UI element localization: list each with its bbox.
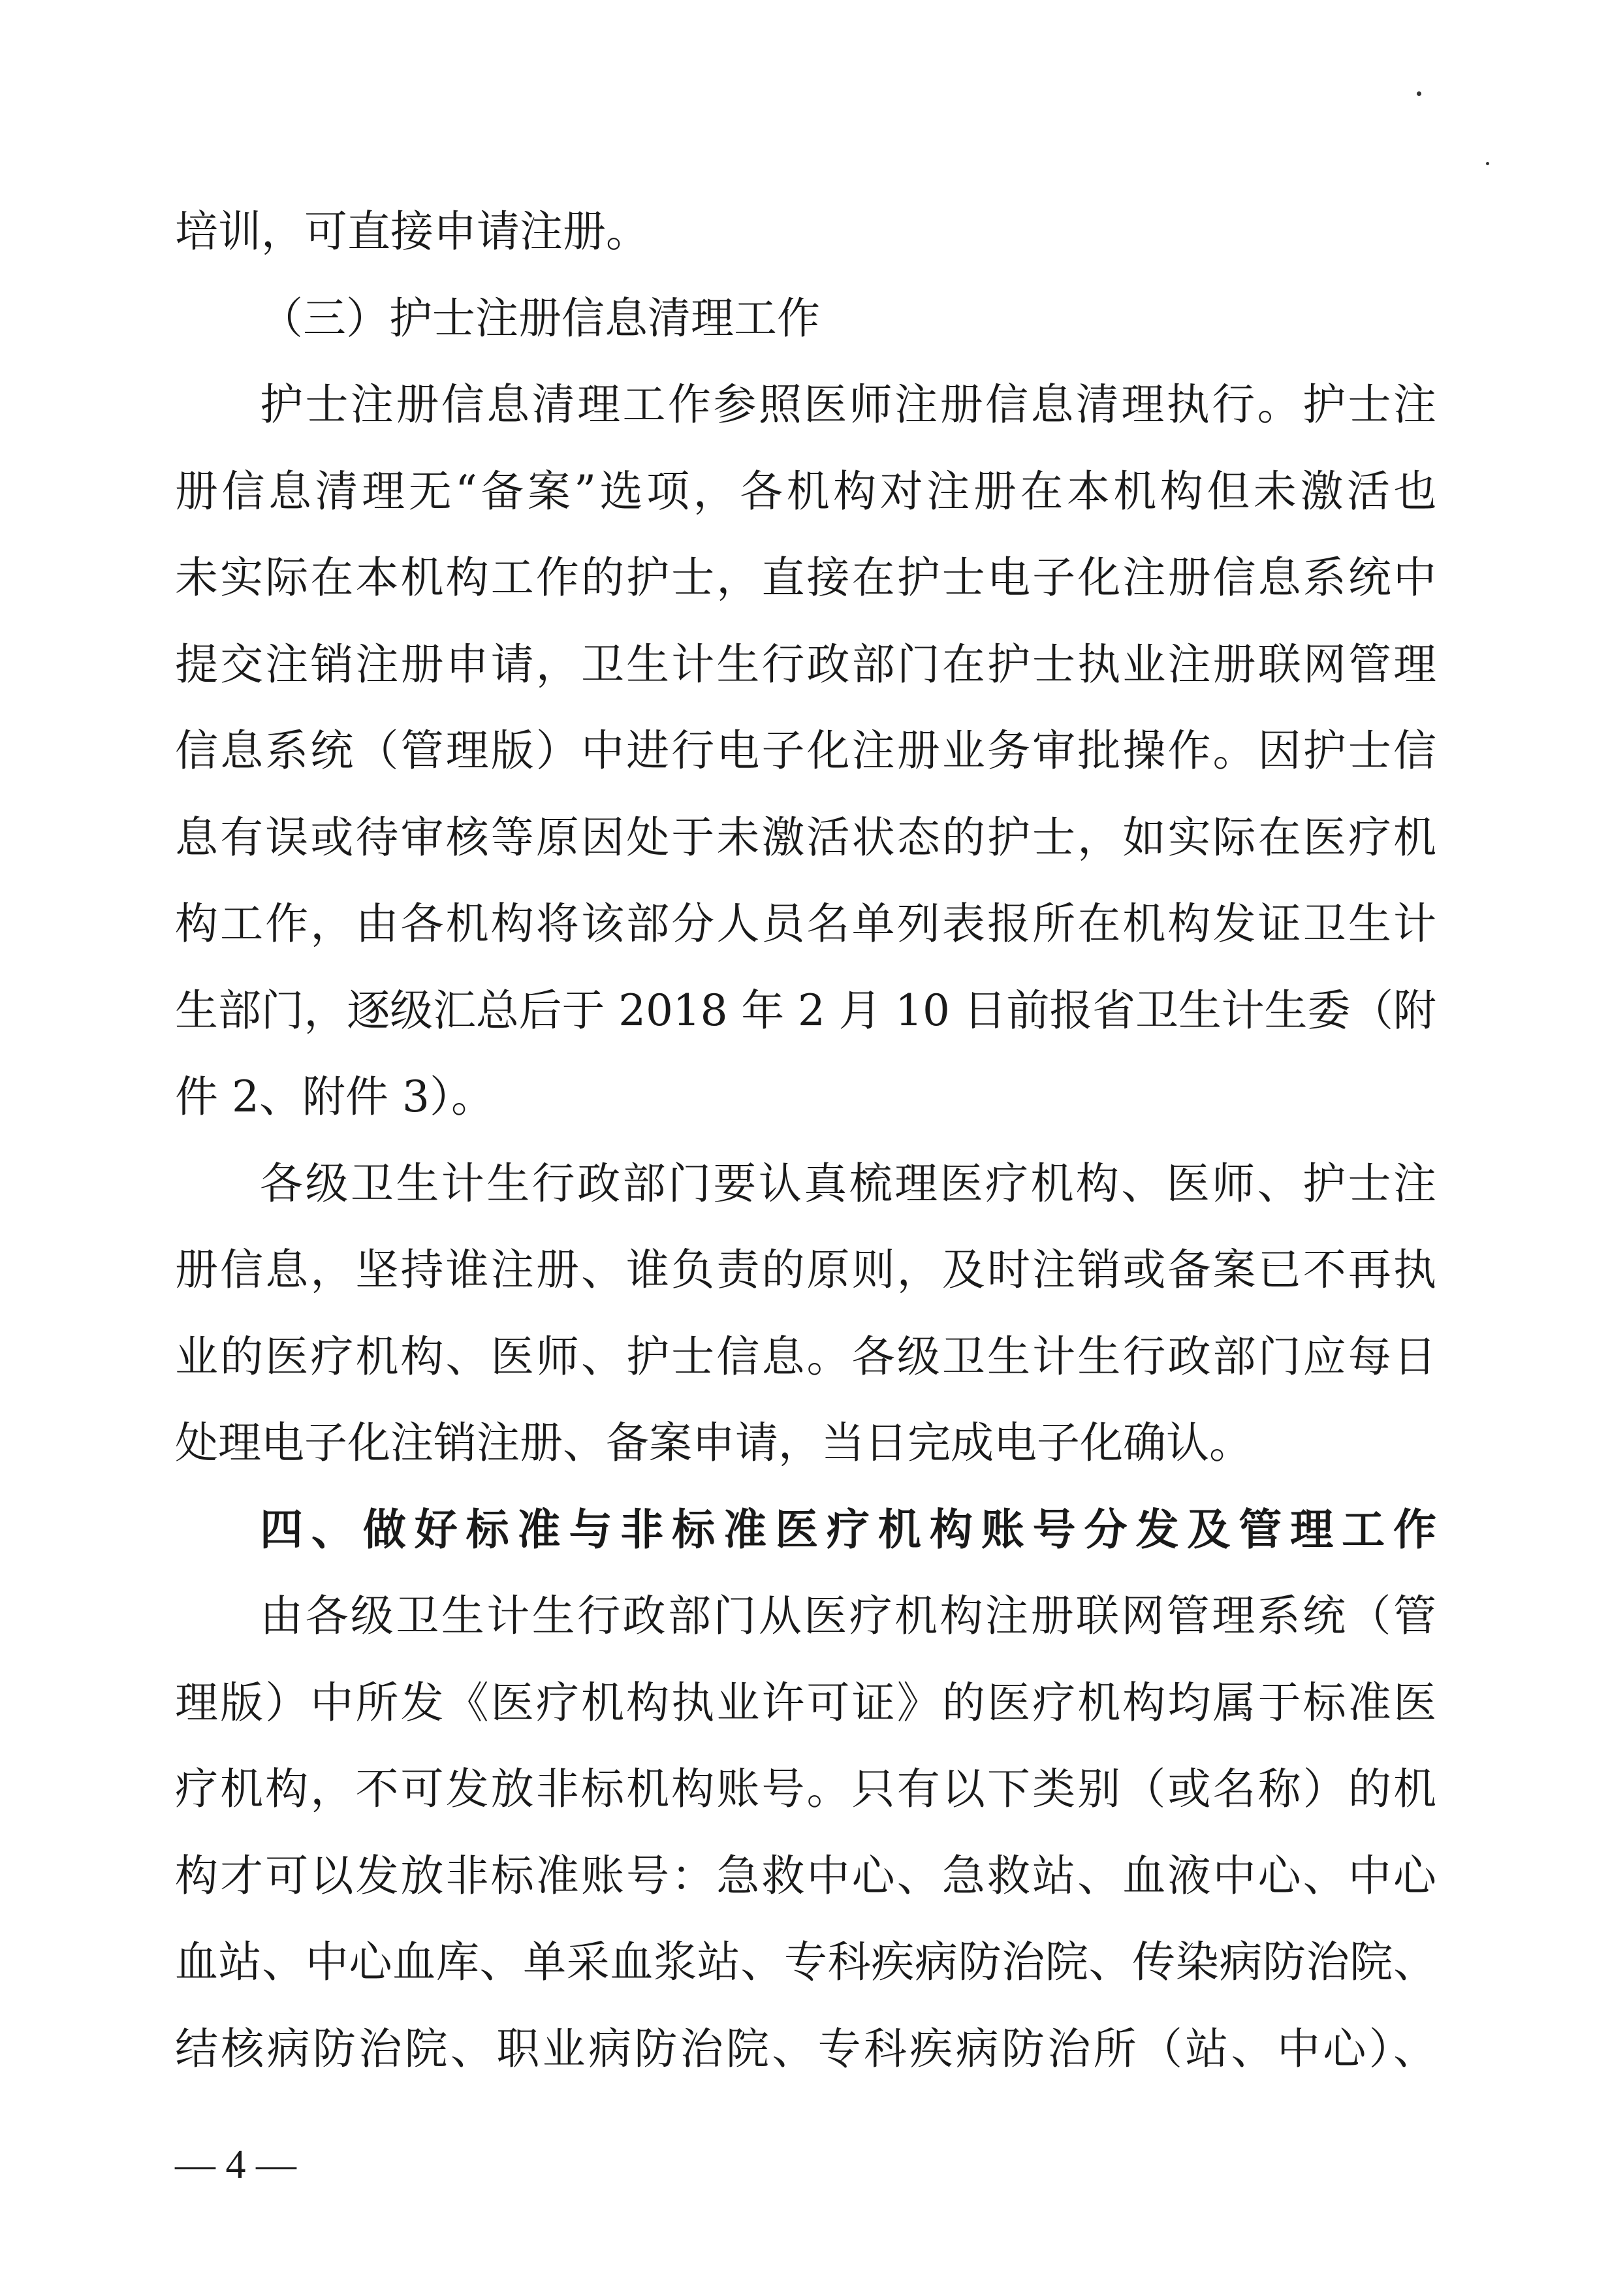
text-line: 由各级卫生计生行政部门从医疗机构注册联网管理系统（管 xyxy=(260,1591,1439,1641)
text-line: 各级卫生计生行政部门要认真梳理医疗机构、医师、护士注 xyxy=(260,1158,1439,1209)
text-line: （三）护士注册信息清理工作 xyxy=(260,293,820,343)
text-line: 信息系统（管理版）中进行电子化注册业务审批操作。因护士信 xyxy=(175,725,1439,776)
text-line: 件 2、附件 3）。 xyxy=(175,1072,494,1122)
text-line: 结核病防治院、职业病防治院、专科疾病防治所（站、中心）、 xyxy=(175,2023,1440,2074)
scan-speck xyxy=(1486,162,1489,165)
text-line: 血站、中心血库、单采血浆站、专科疾病防治院、传染病防治院、 xyxy=(175,1937,1437,1987)
text-line: 疗机构，不可发放非标机构账号。只有以下类别（或名称）的机 xyxy=(175,1764,1439,1814)
text-line: 理版）中所发《医疗机构执业许可证》的医疗机构均属于标准医 xyxy=(175,1677,1439,1728)
text-line: 培训，可直接申请注册。 xyxy=(175,206,649,257)
text-line: 构工作，由各机构将该部分人员名单列表报所在机构发证卫生计 xyxy=(175,899,1439,949)
text-line: 生部门，逐级汇总后于 2018 年 2 月 10 日前报省卫生计生委（附 xyxy=(175,985,1436,1036)
text-line: 册信息清理无“备案”选项，各机构对注册在本机构但未激活也 xyxy=(175,466,1441,517)
section-heading: 四、做好标准与非标准医疗机构账号分发及管理工作 xyxy=(260,1504,1445,1555)
text-line: 处理电子化注销注册、备案申请，当日完成电子化确认。 xyxy=(175,1418,1252,1468)
scan-speck xyxy=(1417,91,1421,96)
text-line: 提交注销注册申请，卫生计生行政部门在护士执业注册联网管理 xyxy=(175,639,1439,690)
text-line: 息有误或待审核等原因处于未激活状态的护士，如实际在医疗机 xyxy=(175,812,1439,863)
text-line: 未实际在本机构工作的护士，直接在护士电子化注册信息系统中 xyxy=(175,552,1439,603)
text-line: 构才可以发放非标准账号：急救中心、急救站、血液中心、中心 xyxy=(175,1850,1439,1901)
page-number: — 4 — xyxy=(175,2143,296,2187)
text-line: 护士注册信息清理工作参照医师注册信息清理执行。护士注 xyxy=(260,379,1439,430)
text-line: 册信息，坚持谁注册、谁负责的原则，及时注销或备案已不再执 xyxy=(175,1245,1439,1295)
text-line: 业的医疗机构、医师、护士信息。各级卫生计生行政部门应每日 xyxy=(175,1331,1439,1382)
